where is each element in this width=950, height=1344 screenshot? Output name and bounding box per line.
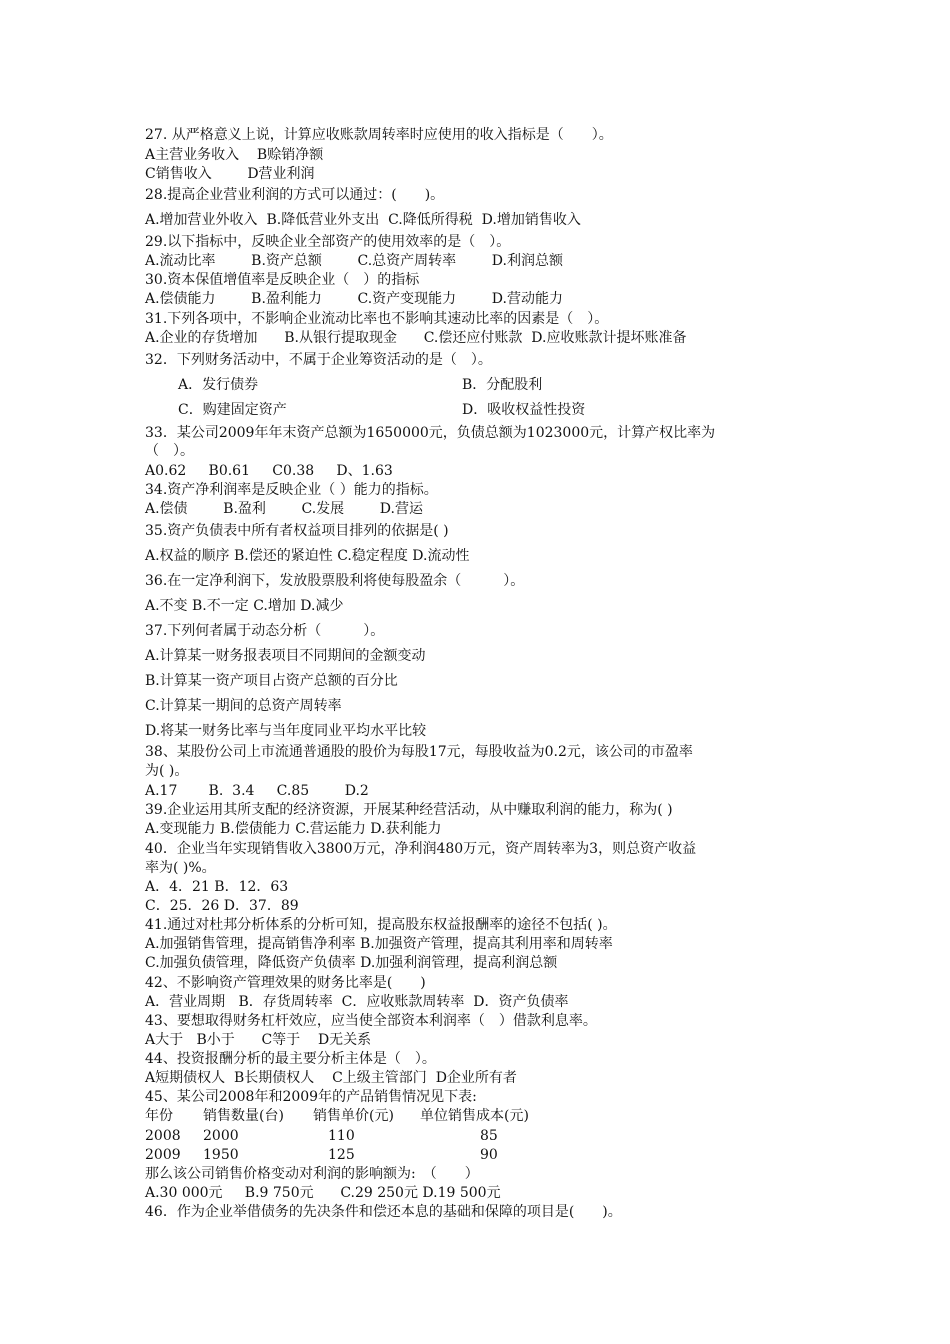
table-header-unit-cost: 单位销售成本(元) (420, 1108, 529, 1124)
q32-option-a: A．发行债券 (178, 377, 259, 393)
table-header-unit-price: 销售单价(元) (313, 1108, 394, 1124)
q32-option-d: D．吸收权益性投资 (462, 402, 586, 418)
q45-stem: 45、某公司2008年和2009年的产品销售情况见下表: (145, 1089, 477, 1105)
table-cell: 125 (328, 1147, 355, 1163)
table-cell: 2000 (203, 1128, 239, 1144)
q32-option-c: C．购建固定资产 (178, 402, 287, 418)
table-cell: 90 (480, 1147, 498, 1163)
q45-options: A.30 000元 B.9 750元 C.29 250元 D.19 500元 (145, 1185, 501, 1201)
q33-stem-line2: （ ）。 (145, 443, 194, 459)
q36-stem: 36.在一定净利润下，发放股票股利将使每股盈余（ ）。 (145, 573, 525, 589)
q34-stem: 34.资产净利润率是反映企业（ ）能力的指标。 (145, 482, 438, 498)
table-cell: 85 (480, 1128, 498, 1144)
q41-stem: 41.通过对杜邦分析体系的分析可知，提高股东权益报酬率的途径不包括( )。 (145, 917, 617, 933)
q27-stem: 27. 从严格意义上说，计算应收账款周转率时应使用的收入指标是（ ）。 (145, 127, 613, 143)
q42-stem: 42、不影响资产管理效果的财务比率是( ) (145, 975, 426, 991)
q31-options: A.企业的存货增加 B.从银行提取现金 C.偿还应付账款 D.应收账款计提坏账准备 (145, 330, 687, 346)
q28-stem: 28.提高企业营业利润的方式可以通过：( )。 (145, 187, 445, 203)
q37-option-d: D.将某一财务比率与当年度同业平均水平比较 (145, 723, 427, 739)
q28-options: A.增加营业外收入 B.降低营业外支出 C.降低所得税 D.增加销售收入 (145, 212, 581, 228)
q38-stem-line1: 38、某股份公司上市流通普通股的股价为每股17元，每股收益为0.2元，该公司的市盈率 (145, 744, 693, 760)
q41-options-cd: C.加强负债管理，降低资产负债率 D.加强利润管理，提高利润总额 (145, 955, 558, 971)
q41-options-ab: A.加强销售管理，提高销售净利率 B.加强资产管理，提高其利用率和周转率 (145, 936, 613, 952)
q27-options-ab: A主营业务收入 B赊销净额 (145, 147, 324, 163)
q35-stem: 35.资产负债表中所有者权益项目排列的依据是( ) (145, 523, 449, 539)
q42-options: A．营业周期 B．存货周转率 C．应收账款周转率 D．资产负债率 (145, 994, 569, 1010)
q45-question: 那么该公司销售价格变动对利润的影响额为: （ ） (145, 1166, 479, 1182)
q35-options: A.权益的顺序 B.偿还的紧迫性 C.稳定程度 D.流动性 (145, 548, 470, 564)
q40-options-ab: A．4．21 B．12．63 (145, 879, 289, 895)
table-cell: 2009 (145, 1147, 181, 1163)
table-cell: 110 (328, 1128, 355, 1144)
q30-stem: 30.资本保值增值率是反映企业（ ）的指标 (145, 272, 420, 288)
q37-option-c: C.计算某一期间的总资产周转率 (145, 698, 342, 714)
q27-options-cd: C销售收入 D营业利润 (145, 166, 315, 182)
q39-stem: 39.企业运用其所支配的经济资源，开展某种经营活动，从中赚取利润的能力，称为( ) (145, 802, 673, 818)
table-cell: 1950 (203, 1147, 239, 1163)
q44-options: A短期债权人 B长期债权人 C上级主管部门 D企业所有者 (145, 1070, 517, 1086)
q30-options: A.偿债能力 B.盈利能力 C.资产变现能力 D.营动能力 (145, 291, 563, 307)
q37-option-b: B.计算某一资产项目占资产总额的百分比 (145, 673, 398, 689)
q29-stem: 29.以下指标中，反映企业全部资产的使用效率的是（ ）。 (145, 234, 511, 250)
q44-stem: 44、投资报酬分析的最主要分析主体是（ ）。 (145, 1051, 436, 1067)
table-header-year: 年份 (145, 1108, 173, 1124)
q39-options: A.变现能力 B.偿债能力 C.营运能力 D.获利能力 (145, 821, 442, 837)
q40-options-cd: C．25．26 D．37．89 (145, 898, 299, 914)
q46-stem: 46．作为企业举借债务的先决条件和偿还本息的基础和保障的项目是( )。 (145, 1204, 622, 1220)
q40-stem-line1: 40．企业当年实现销售收入3800万元，净利润480万元，资产周转率为3，则总资产收益 (145, 841, 697, 857)
q38-stem-line2: 为( )。 (145, 763, 189, 779)
q31-stem: 31.下列各项中，不影响企业流动比率也不影响其速动比率的因素是（ ）。 (145, 311, 609, 327)
q40-stem-line2: 率为( )%。 (145, 860, 216, 876)
table-cell: 2008 (145, 1128, 181, 1144)
q43-stem: 43、要想取得财务杠杆效应，应当使全部资本利润率（ ）借款利息率。 (145, 1013, 597, 1029)
q32-stem: 32．下列财务活动中，不属于企业筹资活动的是（ ）。 (145, 352, 492, 368)
q29-options: A.流动比率 B.资产总额 C.总资产周转率 D.利润总额 (145, 253, 563, 269)
q36-options: A.不变 B.不一定 C.增加 D.减少 (145, 598, 344, 614)
q43-options: A大于 B小于 C等于 D无关系 (145, 1032, 372, 1048)
q33-options: A0.62 B0.61 C0.38 D、1.63 (145, 463, 393, 479)
q33-stem-line1: 33．某公司2009年年末资产总额为1650000元，负债总额为1023000元，计算产权比率为 (145, 425, 716, 441)
q37-option-a: A.计算某一财务报表项目不同期间的金额变动 (145, 648, 426, 664)
q38-options: A.17 B. 3.4 C.85 D.2 (145, 783, 369, 799)
q34-options: A.偿债 B.盈利 C.发展 D.营运 (145, 501, 423, 517)
table-header-quantity: 销售数量(台) (203, 1108, 284, 1124)
q32-option-b: B．分配股利 (462, 377, 543, 393)
q37-stem: 37.下列何者属于动态分析（ ）。 (145, 623, 385, 639)
